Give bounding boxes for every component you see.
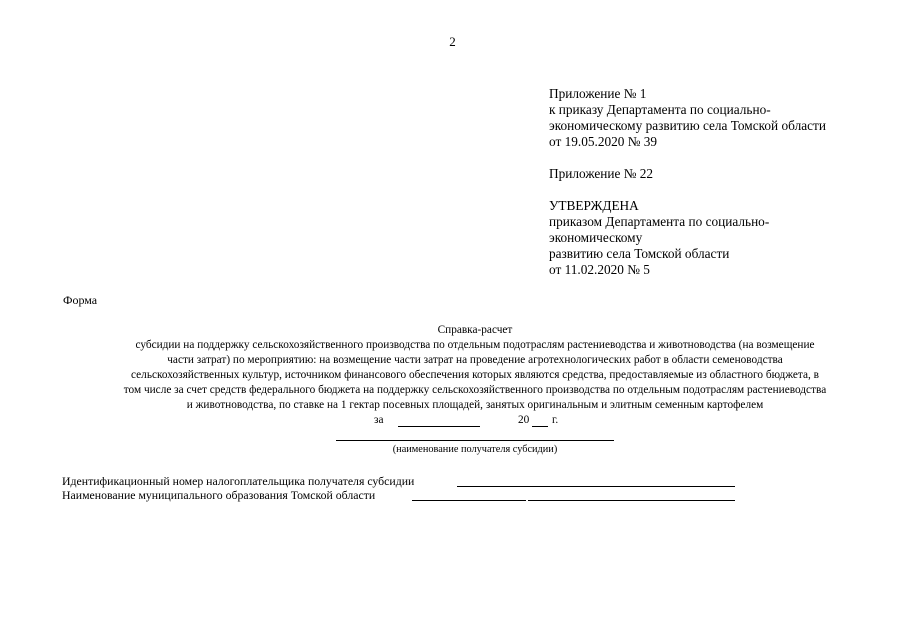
approved-date: от 11.02.2020 № 5 <box>549 262 650 277</box>
appendix-1-block <box>549 86 826 150</box>
appendix-1-date: от 19.05.2020 № 39 <box>549 134 658 149</box>
calculation-line: сельскохозяйственных культур, источником финансового обеспечения которых являются средства, предоставляемые из областного бюджета, в <box>131 369 819 381</box>
year-prefix: 20 <box>518 414 530 426</box>
appendix-1-line: экономическому развитию села Томской области <box>549 118 826 133</box>
year-suffix: г. <box>552 414 559 426</box>
recipient-caption: (наименование получателя субсидии) <box>392 444 558 455</box>
approved-title: УТВЕРЖДЕНА <box>549 198 639 213</box>
municipality-label: Наименование муниципального образования Томской области <box>62 488 376 502</box>
calculation-title: Справка-расчет <box>437 324 513 336</box>
calculation-line: и животноводства, по ставке на 1 гектар посевных площадей, занятых оригинальным и элитным семенным картофелем <box>186 399 764 411</box>
period-month-field[interactable] <box>398 413 480 427</box>
period-prefix: за <box>374 414 384 426</box>
appendix-1-title: Приложение № 1 <box>549 86 647 101</box>
municipality-field-left[interactable] <box>412 500 526 501</box>
form-label: Форма <box>63 293 98 307</box>
inn-label: Идентификационный номер налогоплательщика получателя субсидии <box>62 474 415 488</box>
page-number: 2 <box>449 34 456 49</box>
appendix-22-block <box>549 166 653 182</box>
approved-line: приказом Департамента по социально- <box>549 214 770 229</box>
appendix-1-line: к приказу Департамента по социально- <box>549 102 771 117</box>
approved-block <box>549 198 769 278</box>
approved-line: развитию села Томской области <box>549 246 730 261</box>
approved-line: экономическому <box>549 230 643 245</box>
recipient-name-field[interactable] <box>336 440 614 441</box>
calculation-line: субсидии на поддержку сельскохозяйственного производства по отдельным подотраслям растениеводства и животноводства (на возмещение <box>135 339 815 351</box>
calculation-line: том числе за счет средств федерального бюджета на поддержку сельскохозяйственного производства по отдельным подотраслям растениеводства <box>123 384 827 396</box>
period-year-field[interactable] <box>532 413 548 427</box>
appendix-22-title: Приложение № 22 <box>549 166 653 181</box>
calculation-heading <box>60 323 890 413</box>
calculation-line: части затрат) по мероприятию: на возмещение части затрат на проведение агротехнологических работ в области семеноводства <box>167 354 783 366</box>
inn-field[interactable] <box>457 486 735 487</box>
municipality-field-right[interactable] <box>528 500 735 501</box>
